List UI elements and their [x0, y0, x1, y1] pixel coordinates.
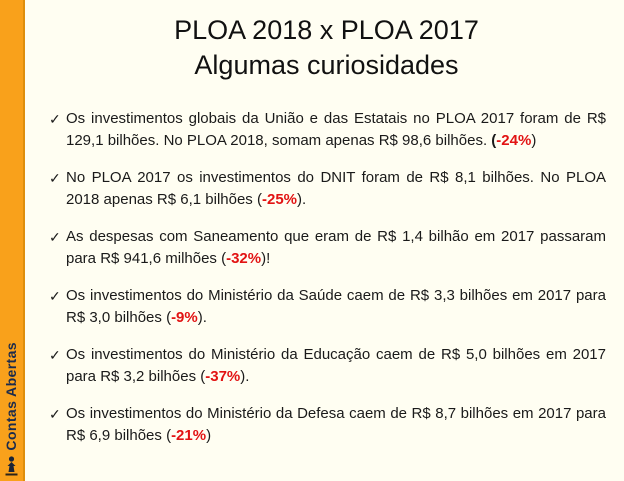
- checkmark-icon: ✓: [49, 406, 61, 422]
- bullet-segment: ).: [297, 191, 307, 208]
- bullet-segment: (: [491, 132, 497, 149]
- slide-content: [27, 0, 624, 481]
- bullet-list: [47, 108, 606, 447]
- bullet-segment: Os investimentos do Ministério da Defesa caem de R$ 8,7 bilhões em 2017 para R$ 6,9 bilhões (: [66, 405, 606, 444]
- bullet-segment: ).: [240, 368, 250, 385]
- percent-change: -37%: [205, 368, 241, 385]
- bullet-item: [49, 344, 606, 388]
- bullet-item: [49, 285, 606, 329]
- bullet-item: [49, 167, 606, 211]
- bullet-text: [66, 169, 606, 208]
- percent-change: -24%: [496, 132, 532, 149]
- page-title: [47, 13, 606, 83]
- title-line-1: PLOA 2018 x PLOA 2017: [174, 15, 479, 45]
- bullet-segment: )!: [261, 250, 271, 267]
- bullet-segment: Os investimentos globais da União e das Estatais no PLOA 2017 foram de R$ 129,1 bilhões. No PLOA 2018, somam apenas R$ 98,6 bilhões.: [66, 110, 606, 149]
- bullet-segment: ).: [197, 309, 207, 326]
- checkmark-icon: ✓: [49, 170, 61, 186]
- bullet-item: [49, 226, 606, 270]
- brand-sidebar: [0, 0, 25, 481]
- checkmark-icon: ✓: [49, 111, 61, 127]
- bullet-text: [66, 287, 606, 326]
- percent-change: -21%: [171, 427, 207, 444]
- title-line-2: Algumas curiosidades: [194, 50, 459, 80]
- checkmark-icon: ✓: [49, 288, 61, 304]
- bullet-text: [66, 110, 606, 149]
- bullet-segment: Os investimentos do Ministério da Educação caem de R$ 5,0 bilhões em 2017 para R$ 3,2 bilhões (: [66, 346, 606, 385]
- bullet-segment: As despesas com Saneamento que eram de R$ 1,4 bilhão em 2017 passaram para R$ 941,6 milhões (: [66, 228, 606, 267]
- bullet-segment: No PLOA 2017 os investimentos do DNIT foram de R$ 8,1 bilhões. No PLOA 2018 apenas R$ 6,1 bilhões (: [66, 169, 606, 208]
- checkmark-icon: ✓: [49, 347, 61, 363]
- bullet-segment: ): [531, 132, 537, 149]
- percent-change: -32%: [226, 250, 262, 267]
- bullet-text: [66, 228, 606, 267]
- bullet-segment: ): [206, 427, 212, 444]
- bullet-item: [49, 403, 606, 447]
- checkmark-icon: ✓: [49, 229, 61, 245]
- bullet-text: [66, 346, 606, 385]
- bullet-item: [49, 108, 606, 152]
- percent-change: -9%: [171, 309, 198, 326]
- percent-change: -25%: [261, 191, 298, 208]
- brand-label: Contas Abertas: [3, 342, 19, 451]
- bullet-text: [66, 405, 606, 444]
- person-icon: [5, 456, 18, 476]
- bullet-segment: Os investimentos do Ministério da Saúde caem de R$ 3,3 bilhões em 2017 para R$ 3,0 bilhões (: [66, 287, 606, 326]
